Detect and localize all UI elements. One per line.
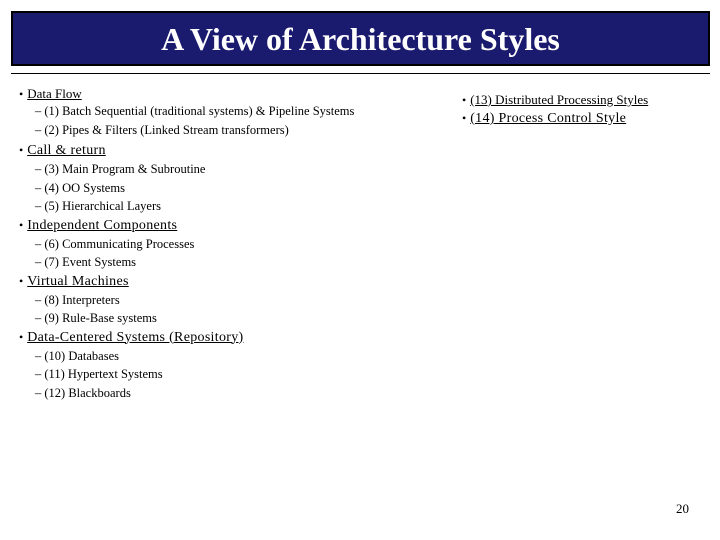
group-label: Call & return <box>27 143 106 158</box>
title-bar <box>11 11 710 66</box>
style-group-virtual-machines <box>19 274 439 328</box>
title-divider <box>11 73 710 74</box>
bullet: • <box>19 217 24 232</box>
bullet: • <box>19 143 24 157</box>
bullet: • <box>462 111 467 125</box>
list-item: – (5) Hierarchical Layers <box>35 199 161 213</box>
group-label: Data-Centered Systems (Repository) <box>27 329 244 345</box>
item-label: (14) Process Control Style <box>470 111 627 126</box>
group-label: Virtual Machines <box>27 273 129 289</box>
list-item: – (8) Interpreters <box>35 292 120 307</box>
list-item: – (6) Communicating Processes <box>35 236 195 251</box>
list-item: – (3) Main Program & Subroutine <box>35 162 206 176</box>
list-item: – (11) Hypertext Systems <box>35 367 163 381</box>
style-group-data-centered <box>19 330 439 403</box>
list-item: – (2) Pipes & Filters (Linked Stream transformers) <box>35 122 289 137</box>
list-item: – (1) Batch Sequential (traditional systems) & Pipeline Systems <box>35 104 355 118</box>
style-group-data-flow <box>19 86 439 139</box>
style-item-process-control <box>462 111 712 127</box>
page-number: 20 <box>676 501 689 516</box>
style-group-call-return <box>19 143 439 216</box>
slide-title: A View of Architecture Styles <box>161 20 560 57</box>
left-column <box>19 86 439 402</box>
bullet: • <box>19 87 24 101</box>
item-label: (13) Distributed Processing Styles <box>470 92 649 107</box>
group-label: Independent Components <box>27 217 178 233</box>
bullet: • <box>19 329 24 344</box>
list-item: – (12) Blackboards <box>35 385 131 400</box>
list-item: – (10) Databases <box>35 348 119 363</box>
list-item: – (7) Event Systems <box>35 255 137 269</box>
style-item-distributed-processing <box>462 92 712 108</box>
list-item: – (4) OO Systems <box>35 180 125 195</box>
bullet: • <box>462 93 467 107</box>
group-label: Data Flow <box>27 86 82 101</box>
list-item: – (9) Rule-Base systems <box>35 311 157 325</box>
bullet: • <box>19 273 24 288</box>
right-column <box>462 92 712 127</box>
style-group-independent-components <box>19 218 439 272</box>
